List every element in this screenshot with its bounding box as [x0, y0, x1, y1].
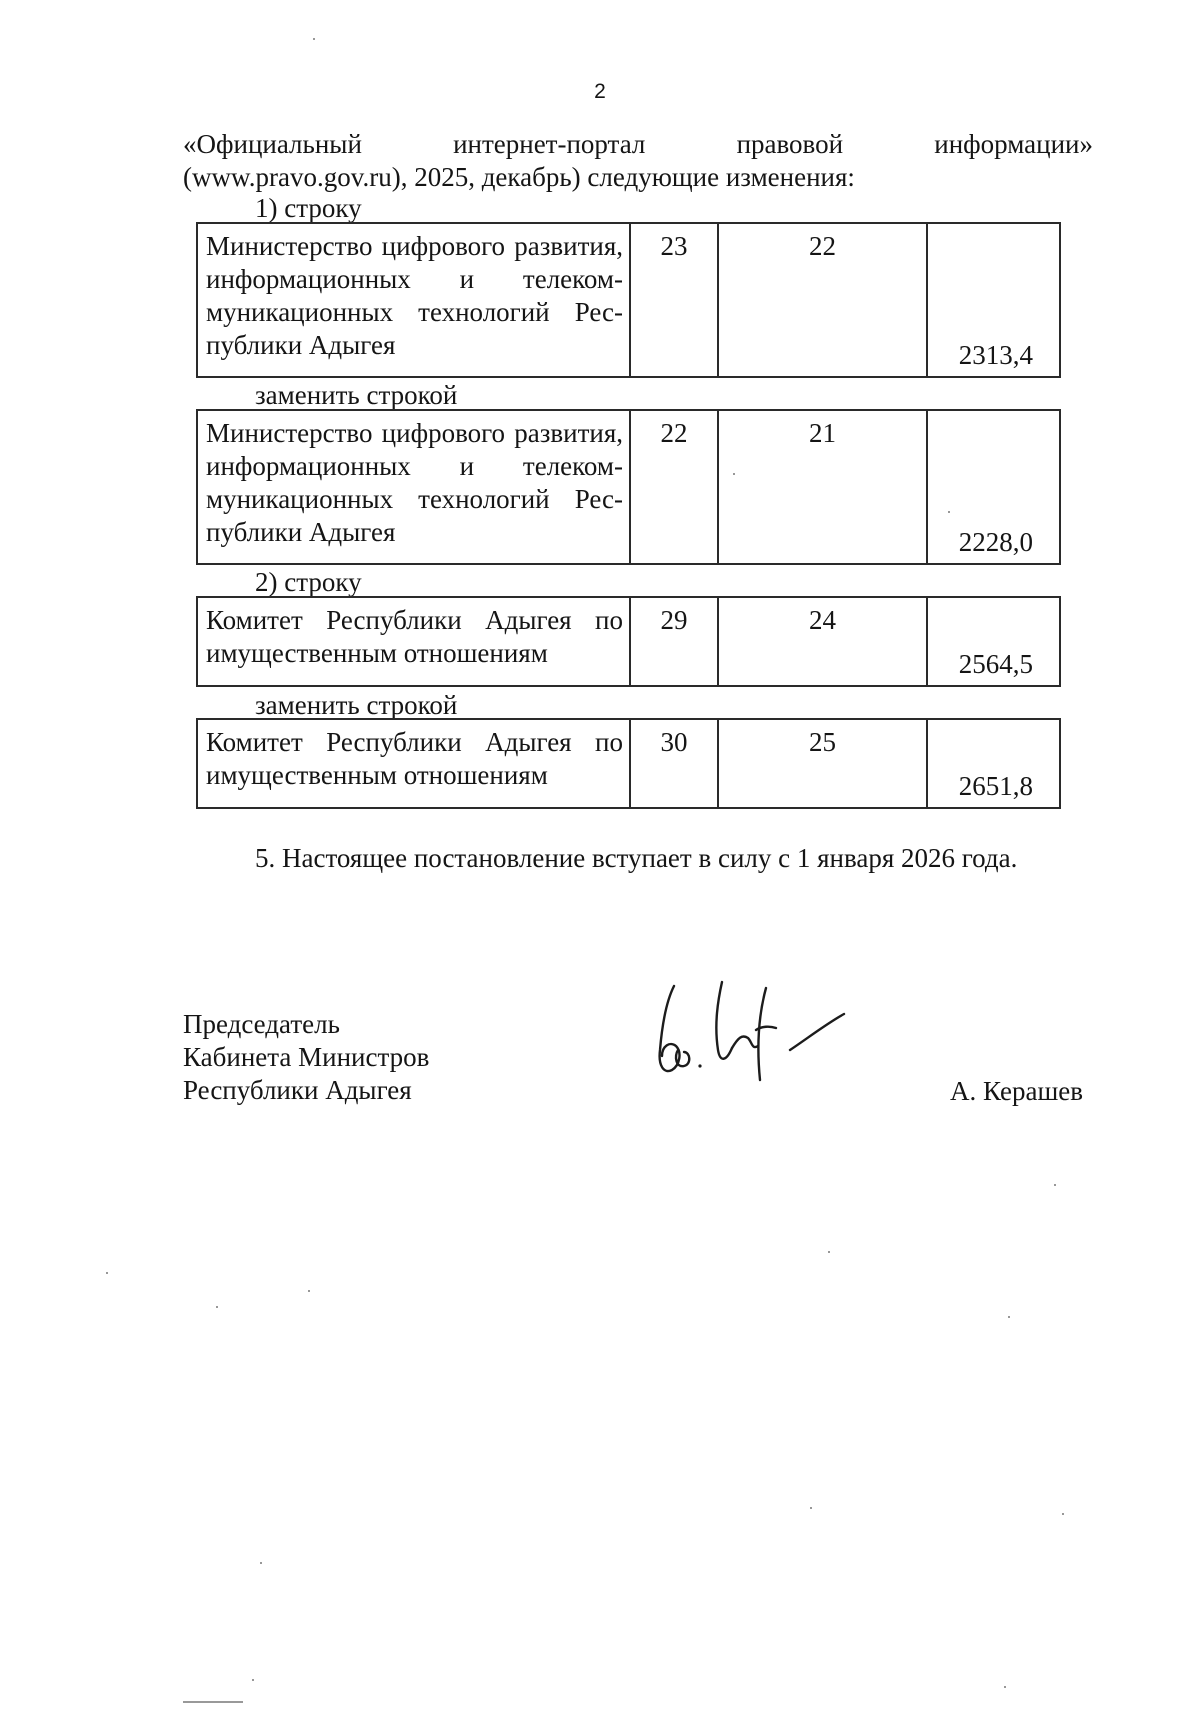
position-line: Кабинета Министров [183, 1042, 430, 1072]
effective-date-clause: 5. Настоящее постановление вступает в силу с 1 января 2026 года. [255, 843, 1018, 873]
amendment-2-old-row-table [196, 596, 1061, 687]
position-line: Председатель [183, 1009, 340, 1039]
scan-speck [1054, 1184, 1056, 1186]
signatory-name: А. Керашев [950, 1076, 1083, 1106]
committee-name: Комитет Республики Адыгея по имущественным отношениям [206, 727, 623, 790]
scan-speck [1062, 1513, 1064, 1515]
scan-speck [828, 1251, 830, 1253]
table-row [197, 410, 1060, 564]
value-col3: 25 [809, 727, 836, 757]
scan-speck [733, 473, 735, 475]
value-col2: 23 [660, 231, 688, 261]
amendment-1-label: 1) строку [255, 193, 362, 223]
value-col4: 2651,8 [958, 771, 1033, 801]
scan-speck [1008, 1316, 1010, 1318]
amendment-1-replace-label: заменить строкой [255, 380, 458, 410]
signatory-position [183, 1008, 429, 1107]
intro-word: правовой [736, 129, 844, 159]
table-row [197, 223, 1060, 377]
value-cell [718, 410, 927, 564]
value-cell [630, 719, 718, 808]
position-line: Республики Адыгея [183, 1075, 412, 1105]
value-col2: 22 [660, 418, 688, 448]
page-number: 2 [594, 80, 606, 103]
intro-word: интернет-портал [453, 129, 646, 159]
value-cell [718, 597, 927, 686]
name-cell [197, 410, 630, 564]
scan-speck [1004, 1686, 1006, 1688]
sum-cell [927, 719, 1060, 808]
amendment-2-replace-label: заменить строкой [255, 690, 458, 720]
sum-cell [927, 223, 1060, 377]
name-cell [197, 223, 630, 377]
value-col4: 2564,5 [958, 649, 1033, 679]
scan-speck [260, 1562, 262, 1564]
sum-cell [927, 597, 1060, 686]
ministry-name: Министерство цифрового развития, информационных и телекоммуникационных технологий Республики Адыгея [206, 418, 623, 547]
value-col3: 24 [809, 605, 836, 635]
value-cell [630, 410, 718, 564]
scan-speck [252, 1679, 254, 1681]
table-row [197, 597, 1060, 686]
name-cell [197, 597, 630, 686]
value-cell [718, 223, 927, 377]
intro-line-1 [183, 128, 1093, 161]
ministry-name: Министерство цифрового развития, информационных и телекоммуникационных технологий Республики Адыгея [206, 231, 623, 360]
scan-speck [810, 1507, 812, 1509]
amendment-2-new-row-table [196, 718, 1061, 809]
value-col3: 22 [809, 231, 836, 261]
amendment-2-label: 2) строку [255, 567, 362, 597]
bottom-rule [183, 1701, 243, 1703]
value-col3: 21 [809, 418, 836, 448]
scan-speck [216, 1306, 218, 1308]
amendment-1-old-row-table [196, 222, 1061, 378]
scan-speck [106, 1272, 108, 1274]
committee-name: Комитет Республики Адыгея по имущественным отношениям [206, 605, 623, 668]
table-row [197, 719, 1060, 808]
scan-speck [313, 38, 315, 40]
name-cell [197, 719, 630, 808]
scan-speck [948, 511, 950, 513]
intro-word: информации» [934, 129, 1093, 159]
value-col2: 29 [660, 605, 688, 635]
amendment-1-new-row-table [196, 409, 1061, 565]
value-cell [630, 223, 718, 377]
value-col2: 30 [660, 727, 688, 757]
value-cell [630, 597, 718, 686]
handwritten-signature [648, 980, 848, 1085]
value-cell [718, 719, 927, 808]
sum-cell [927, 410, 1060, 564]
value-col4: 2313,4 [958, 340, 1033, 370]
scan-speck [308, 1290, 310, 1292]
intro-word: «Официальный [183, 129, 362, 159]
value-col4: 2228,0 [958, 527, 1033, 557]
intro-line-2: (www.pravo.gov.ru), 2025, декабрь) следующие изменения: [183, 162, 855, 192]
